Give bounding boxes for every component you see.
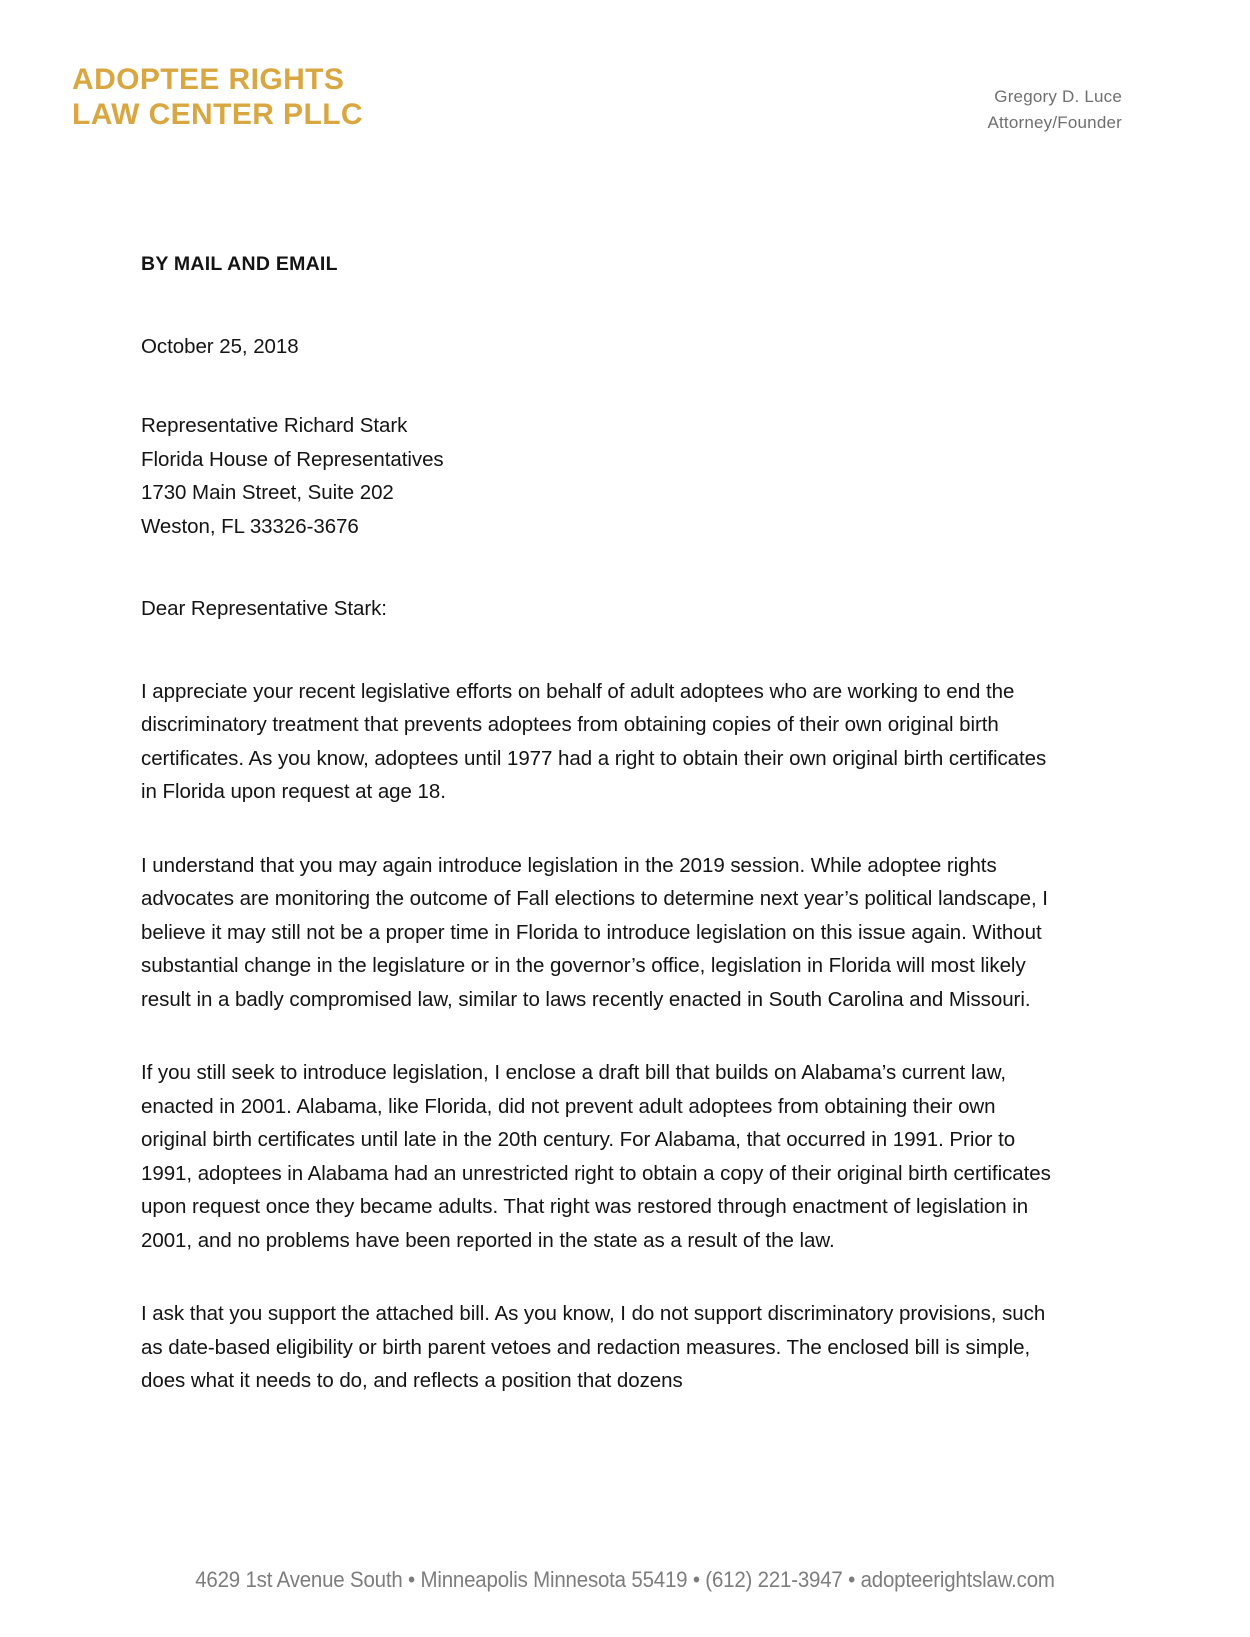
- body-paragraph-2: I understand that you may again introduce legislation in the 2019 session. While adoptee rights advocates are monitoring the outcome of Fall elections to determine next year’s political landscape, I believe it may still not be a proper time in Florida to introduce legislation on this issue again. Without substantial change in the legislature or in the governor’s office, legislation in Florida will most likely result in a badly compromised law, similar to laws recently enacted in South Carolina and Missouri.: [141, 853, 1048, 1011]
- salutation: Dear Representative Stark:: [141, 597, 387, 620]
- attorney-name: Gregory D. Luce: [994, 87, 1122, 106]
- body-paragraph-1: I appreciate your recent legislative efforts on behalf of adult adoptees who are working to end the discriminatory treatment that prevents adoptees from obtaining copies of their own original birth certificates. As you know, adoptees until 1977 had a right to obtain their own original birth certificates in Florida upon request at age 18.: [141, 679, 1047, 803]
- recipient-address: [141, 409, 1066, 543]
- delivery-method-heading: BY MAIL AND EMAIL: [141, 253, 338, 275]
- letter-date: October 25, 2018: [141, 334, 299, 358]
- firm-logo: [72, 62, 363, 132]
- recipient-name: Representative Richard Stark: [141, 414, 408, 437]
- letter-content: [141, 248, 1066, 1398]
- recipient-organization: Florida House of Representatives: [141, 447, 444, 471]
- footer-contact-line: 4629 1st Avenue South • Minneapolis Minnesota 55419 • (612) 221-3947 • adopteerightslaw.com: [195, 1567, 1055, 1592]
- body-paragraph-4: I ask that you support the attached bill. As you know, I do not support discriminatory provisions, such as date-based eligibility or birth parent vetoes and redaction measures. The enclosed bill is simple, does what it needs to do, and reflects a position that dozens: [141, 1302, 1046, 1392]
- attorney-title: Attorney/Founder: [987, 113, 1122, 133]
- recipient-street: 1730 Main Street, Suite 202: [141, 481, 394, 504]
- body-paragraph-3: If you still seek to introduce legislation, I enclose a draft bill that builds on Alabama’s current law, enacted in 2001. Alabama, like Florida, did not prevent adult adoptees from obtaining their own original birth certificates until late in the 20th century. For Alabama, that occurred in 1991. Prior to 1991, adoptees in Alabama had an unrestricted right to obtain a copy of their original birth certificates upon request once they became adults. That right was restored through enactment of legislation in 2001, and no problems have been reported in the state as a result of the law.: [141, 1061, 1051, 1252]
- firm-logo-line-2: LAW CENTER PLLC: [72, 98, 363, 132]
- recipient-city-state-zip: Weston, FL 33326-3676: [141, 514, 359, 538]
- firm-logo-line-1: ADOPTEE RIGHTS: [72, 63, 345, 96]
- letterhead: [72, 62, 1178, 137]
- attorney-info: [987, 84, 1122, 137]
